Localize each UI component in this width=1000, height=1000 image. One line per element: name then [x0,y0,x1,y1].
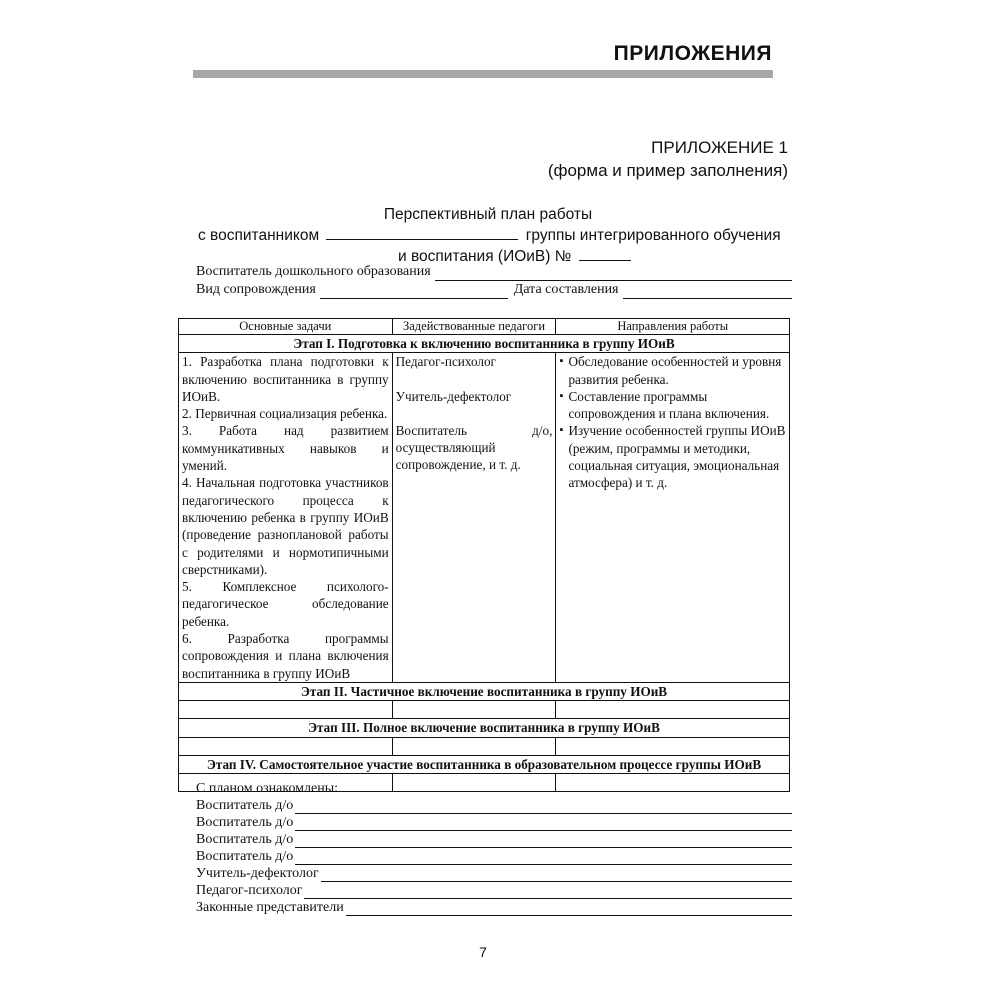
plan-title-number-label: и воспитания (ИОиВ) № [398,248,572,265]
column-header-teachers: Задействованные педагоги [392,319,556,335]
stage1-task: 5. Комплексное психолого-педагогическое обследование ребенка. [182,579,389,629]
stage1-task: 2. Первичная социализация ребенка. [182,406,388,422]
educator-row [196,263,792,281]
plan-meta [196,263,792,299]
signature-label: Воспитатель д/о [196,798,294,813]
section-header-title: ПРИЛОЖЕНИЯ [613,42,772,65]
stage4-title: Этап IV. Самостоятельное участие воспитанника в образовательном процессе группы ИОиВ [179,755,790,773]
date-field[interactable] [623,286,793,299]
page-number: 7 [479,944,487,960]
column-header-directions: Направления работы [556,319,790,335]
signature-label: Педагог-психолог [196,883,303,898]
stage1-task: 6. Разработка программы сопровождения и плана включения воспитанника в группу ИОиВ [182,631,389,681]
stage1-task: 3. Работа над развитием коммуникативных навыков и умений. [182,423,389,474]
stage2-empty-row [179,701,790,719]
plan-title-line2 [188,225,788,246]
plan-title-group-label: группы интегрированного обучения [525,227,781,244]
signatures-block [196,780,792,916]
empty-cell[interactable] [392,701,556,719]
stage1-teachers-cell [392,353,556,683]
signature-row [196,899,792,916]
plan-table [178,318,790,792]
stage1-content-row [179,353,790,683]
signature-row [196,882,792,899]
stage1-teacher: Учитель-дефектолог [395,388,512,404]
empty-cell[interactable] [556,737,790,755]
stage2-title: Этап II. Частичное включение воспитанника в группу ИОиВ [179,682,790,700]
plan-title-pupil-label: с воспитанником [198,227,320,244]
signature-row [196,848,792,865]
signature-field[interactable] [295,801,792,814]
plan-title-line1: Перспективный план работы [383,206,593,223]
signature-label: Воспитатель д/о [196,832,294,847]
stage1-title: Этап I. Подготовка к включению воспитанника в группу ИОиВ [179,335,790,353]
stage1-task: 4. Начальная подготовка участников педагогического процесса к включению ребенка в группу ИОиВ (проведение разноплановой работы с родителями и нормотипичными сверстниками). [182,475,389,577]
stage1-direction: ▪ Изучение особенностей группы ИОиВ (режим, программы и методики, социальная ситуация, эмоциональная атмосфера) и т. д. [559,422,786,491]
signature-label: Воспитатель д/о [196,849,294,864]
plan-title [188,204,788,267]
signature-field[interactable] [304,886,792,899]
empty-cell[interactable] [179,701,393,719]
signature-row [196,797,792,814]
table-header-row [179,319,790,335]
stage2-title-row [179,682,790,700]
stage3-empty-row [179,737,790,755]
support-date-row [196,281,792,299]
signature-field[interactable] [346,903,792,916]
stage3-title-row [179,719,790,737]
empty-cell[interactable] [392,737,556,755]
stage1-direction: ▪ Обследование особенностей и уровня развития ребенка. [559,353,786,388]
appendix-subtitle: (форма и пример заполнения) [547,161,788,180]
support-type-label: Вид сопровождения [196,282,316,297]
empty-cell[interactable] [179,737,393,755]
header-divider [193,70,773,78]
date-label: Дата составления [513,282,619,297]
stage1-directions-list [559,353,786,491]
pupil-name-field[interactable] [326,238,518,240]
stage1-direction: ▪ Составление программы сопровождения и плана включения. [559,388,786,423]
stage4-title-row [179,755,790,773]
appendix-heading [548,136,788,182]
group-number-field[interactable] [579,259,631,261]
signature-field[interactable] [295,835,792,848]
stage1-directions-cell [556,353,790,683]
support-type-field[interactable] [320,286,508,299]
signature-row [196,814,792,831]
educator-label: Воспитатель дошкольного образования [196,264,431,279]
signatures-intro: С планом ознакомлены: [196,781,339,796]
column-header-tasks: Основные задачи [179,319,393,335]
stage3-title: Этап III. Полное включение воспитанника в группу ИОиВ [179,719,790,737]
signature-field[interactable] [321,869,792,882]
appendix-title: ПРИЛОЖЕНИЕ 1 [651,138,788,157]
signature-label: Учитель-дефектолог [196,866,319,881]
stage1-title-row [179,335,790,353]
signature-row [196,865,792,882]
signature-field[interactable] [295,818,792,831]
signature-row [196,831,792,848]
stage1-teacher: Педагог-психолог [395,354,496,370]
stage1-task: 1. Разработка плана подготовки к включению воспитанника в группу ИОиВ. [182,354,389,404]
empty-cell[interactable] [556,701,790,719]
stage1-teacher: Воспитатель д/о, осуществляющий сопровождение, и т. д. [395,422,553,473]
signature-label: Воспитатель д/о [196,815,294,830]
signature-label: Законные представители [196,900,344,915]
stage1-tasks-cell [179,353,393,683]
educator-field[interactable] [435,268,792,281]
signature-field[interactable] [295,852,792,865]
